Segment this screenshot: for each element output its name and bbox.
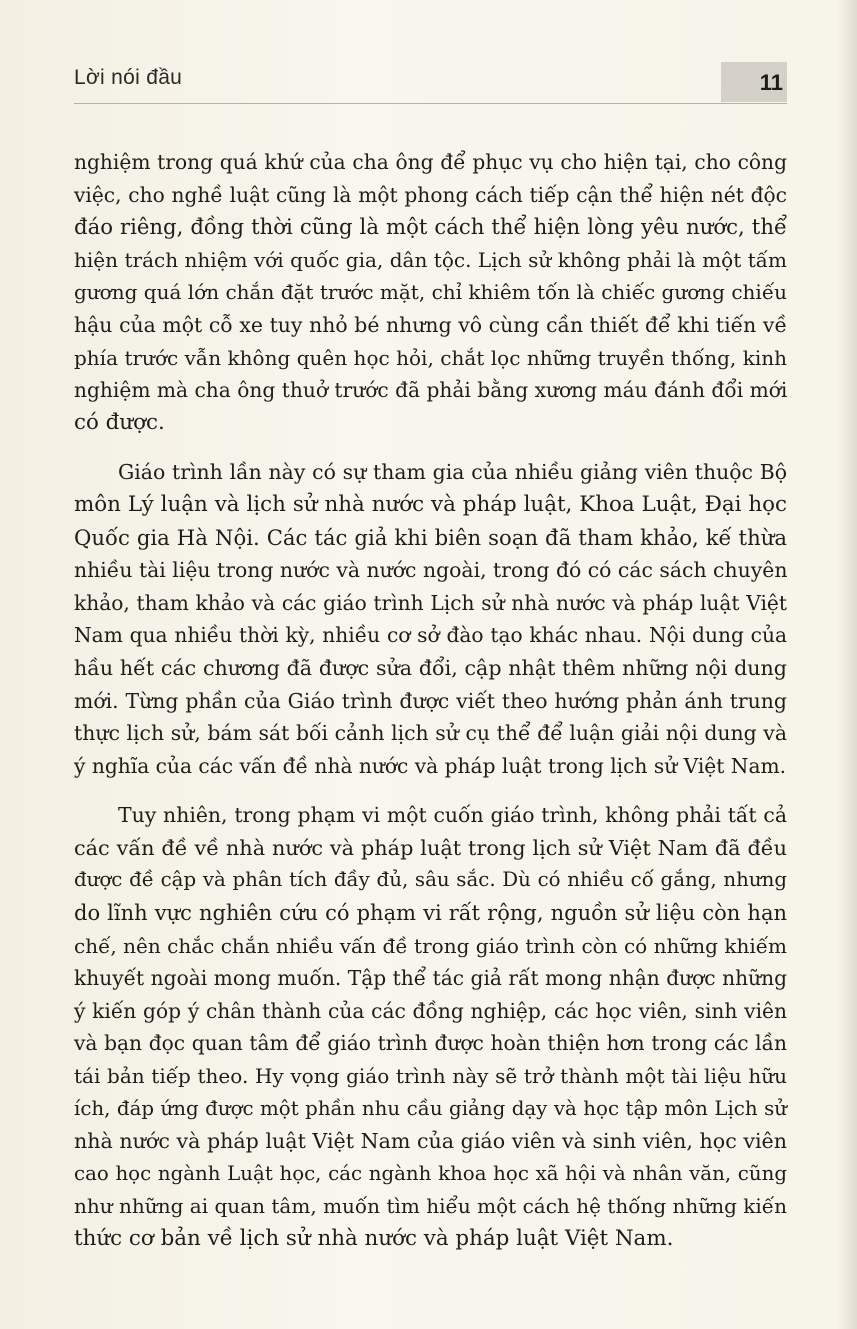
text-line: các vấn đề về nhà nước và pháp luật trong lịch sử Việt Nam đã đều (74, 835, 787, 860)
text-line: mới. Từng phần của Giáo trình được viết theo hướng phản ánh trung (74, 688, 787, 713)
text-line: nhà nước và pháp luật Việt Nam của giáo viên và sinh viên, học viên (74, 1129, 787, 1154)
header-divider (74, 103, 787, 104)
text-line: việc, cho nghề luật cũng là một phong cách tiếp cận thể hiện nét độc (74, 182, 787, 207)
text-line: nghiệm trong quá khứ của cha ông để phục vụ cho hiện tại, cho công (74, 150, 787, 174)
text-line: khuyết ngoài mong muốn. Tập thể tác giả rất mong nhận được những (74, 966, 787, 991)
text-line: chế, nên chắc chắn nhiều vấn đề trong giáo trình còn có những khiếm (74, 933, 787, 958)
text-line: thức cơ bản về lịch sử nhà nước và pháp luật Việt Nam. (74, 1226, 674, 1251)
text-line: được đề cập và phân tích đầy đủ, sâu sắc. Dù có nhiều cố gắng, nhưng (74, 868, 787, 892)
paragraph (74, 799, 787, 1255)
text-line: có được. (74, 409, 165, 435)
page-number-box (721, 62, 787, 102)
text-line: môn Lý luận và lịch sử nhà nước và pháp luật, Khoa Luật, Đại học (74, 491, 787, 517)
paragraph-gap (74, 439, 787, 456)
text-line: cao học ngành Luật học, các ngành khoa học xã hội và nhân văn, cũng (74, 1161, 787, 1185)
chapter-title: Lời nói đầu (74, 66, 183, 89)
text-line: ý kiến góp ý chân thành của các đồng nghiệp, các học viên, sinh viên (74, 998, 787, 1023)
paragraph (74, 146, 787, 439)
text-line: do lĩnh vực nghiên cứu có phạm vi rất rộng, nguồn sử liệu còn hạn (74, 901, 787, 926)
text-line: Tuy nhiên, trong phạm vi một cuốn giáo trình, không phải tất cả (118, 803, 787, 828)
text-line: gương quá lớn chắn đặt trước mặt, chỉ khiêm tốn là chiếc gương chiếu (74, 280, 787, 305)
text-line: nhiều tài liệu trong nước và nước ngoài, trong đó có các sách chuyên (74, 558, 788, 583)
text-line: ý nghĩa của các vấn đề nhà nước và pháp luật trong lịch sử Việt Nam. (74, 753, 787, 778)
text-line: hầu hết các chương đã được sửa đổi, cập nhật thêm những nội dung (74, 655, 787, 680)
body-text (74, 146, 787, 1256)
text-line: và bạn đọc quan tâm để giáo trình được hoàn thiện hơn trong các lần (74, 1031, 787, 1056)
text-line: đáo riêng, đồng thời cũng là một cách thể hiện lòng yêu nước, thể (74, 214, 787, 240)
text-line: Quốc gia Hà Nội. Các tác giả khi biên soạn đã tham khảo, kế thừa (74, 524, 787, 550)
paragraph (74, 456, 787, 782)
text-line: ích, đáp ứng được một phần nhu cầu giảng dạy và học tập môn Lịch sử (74, 1096, 787, 1120)
text-line: nghiệm mà cha ông thuở trước đã phải bằng xương máu đánh đổi mới (74, 378, 788, 403)
text-line: phía trước vẫn không quên học hỏi, chắt lọc những truyền thống, kinh (74, 345, 787, 370)
running-header (74, 62, 787, 104)
text-line: khảo, tham khảo và các giáo trình Lịch sử nhà nước và pháp luật Việt (74, 590, 787, 615)
paragraph-gap (74, 782, 787, 799)
text-line: Giáo trình lần này có sự tham gia của nhiều giảng viên thuộc Bộ (118, 460, 787, 485)
text-line: như những ai quan tâm, muốn tìm hiểu một cách hệ thống những kiến (74, 1194, 787, 1219)
page-edge-shadow (837, 0, 857, 1329)
text-line: Nam qua nhiều thời kỳ, nhiều cơ sở đào tạo khác nhau. Nội dung của (74, 623, 787, 648)
page-number: 11 (759, 70, 783, 95)
text-line: hậu của một cỗ xe tuy nhỏ bé nhưng vô cùng cần thiết để khi tiến về (74, 312, 787, 337)
text-line: tái bản tiếp theo. Hy vọng giáo trình này sẽ trở thành một tài liệu hữu (74, 1064, 787, 1089)
text-line: hiện trách nhiệm với quốc gia, dân tộc. Lịch sử không phải là một tấm (74, 247, 787, 272)
text-line: thực lịch sử, bám sát bối cảnh lịch sử cụ thể để luận giải nội dung và (74, 721, 787, 746)
